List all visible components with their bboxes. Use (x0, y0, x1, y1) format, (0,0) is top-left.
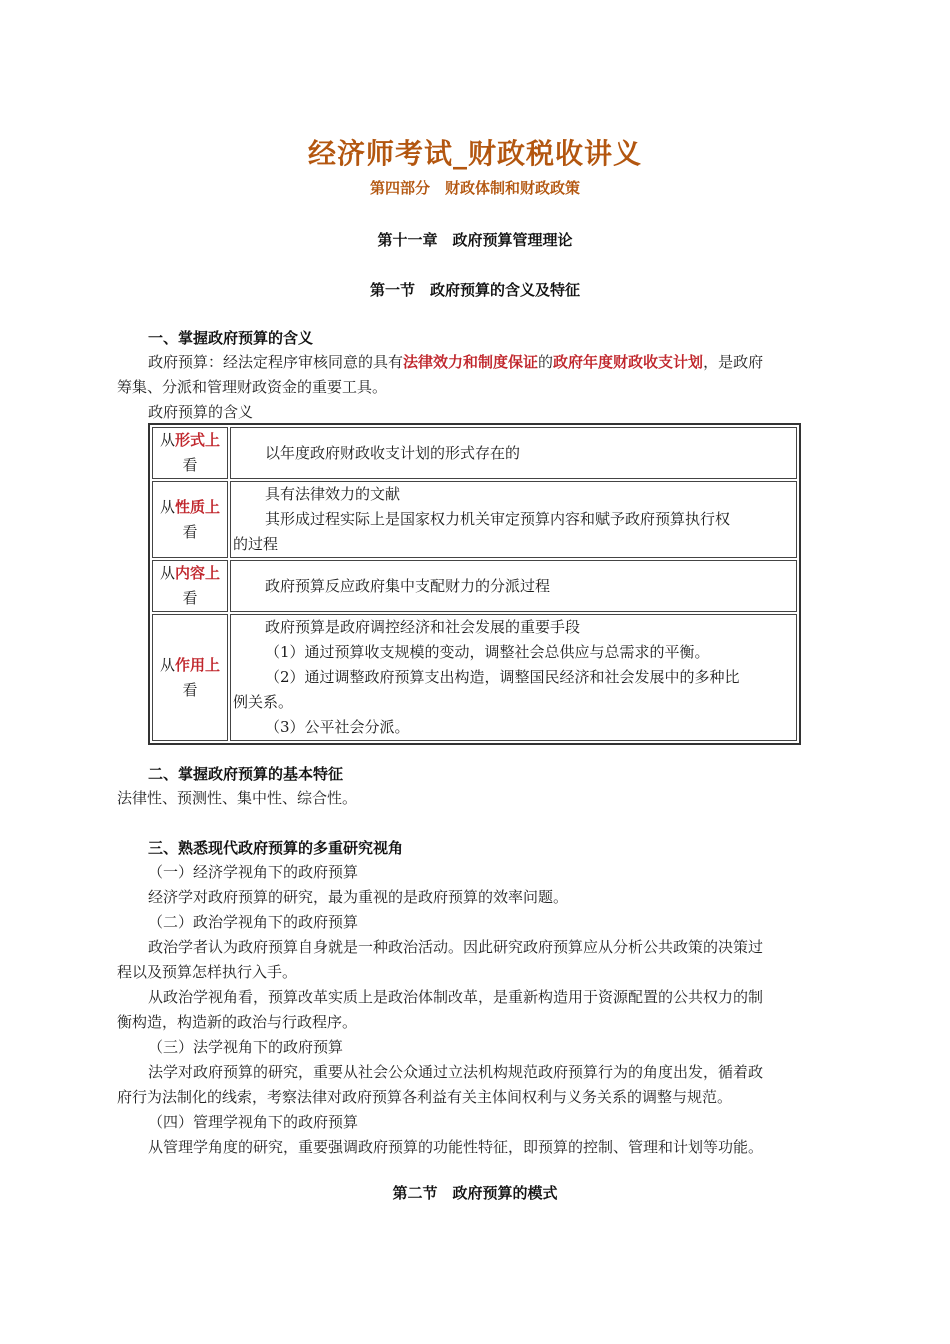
meaning-table (148, 423, 801, 745)
para-politics-1a: 政治学者认为政府预算自身就是一种政治活动。因此研究政府预算应从分析公共政策的决策过 (148, 938, 764, 956)
heading-features: 二、掌握政府预算的基本特征 (148, 765, 344, 783)
sub-economics: （一）经济学视角下的政府预算 (148, 863, 359, 881)
row-label: 从内容上 看 (152, 560, 228, 612)
table-caption: 政府预算的含义 (148, 403, 254, 421)
row-content: 政府预算是政府调控经济和社会发展的重要手段 （1）通过预算收支规模的变动，调整社会总供应与总需求的平衡。 （2）通过调整政府预算支出构造，调整国民经济和社会发展中的多种比 例关系。 （3）公平社会分派。 (230, 614, 797, 741)
row-label: 从作用上 看 (152, 614, 228, 741)
definition-line-1 (148, 350, 763, 375)
definition-prefix: 政府预算：经法定程序审核同意的具有 (148, 353, 404, 371)
sub-politics: （二）政治学视角下的政府预算 (148, 913, 359, 931)
para-politics-1b: 程以及预算怎样执行入手。 (117, 963, 298, 981)
table-row (152, 481, 797, 558)
para-economics: 经济学对政府预算的研究，最为重视的是政府预算的效率问题。 (148, 888, 569, 906)
chapter-heading: 第十一章 政府预算管理理论 (377, 231, 573, 249)
row-label: 从形式上 看 (152, 427, 228, 479)
definition-highlight-legal: 法律效力和制度保证 (403, 353, 539, 371)
table-row (152, 427, 797, 479)
para-management: 从管理学角度的研究，重要强调政府预算的功能性特征，即预算的控制、管理和计划等功能。 (148, 1138, 764, 1156)
table-row (152, 614, 797, 741)
sub-management: （四）管理学视角下的政府预算 (148, 1113, 359, 1131)
row-content: 以年度政府财政收支计划的形式存在的 (230, 427, 797, 479)
heading-meaning: 一、掌握政府预算的含义 (148, 329, 314, 347)
para-law-a: 法学对政府预算的研究，重要从社会公众通过立法机构规范政府预算行为的角度出发，循着政 (148, 1063, 764, 1081)
row-content: 具有法律效力的文献 其形成过程实际上是国家权力机关审定预算内容和赋予政府预算执行权 的过程 (230, 481, 797, 558)
definition-line-2: 筹集、分派和管理财政资金的重要工具。 (117, 378, 388, 396)
para-politics-2b: 衡构造，构造新的政治与行政程序。 (117, 1013, 358, 1031)
para-law-b: 府行为法制化的线索，考察法律对政府预算各利益有关主体间权利与义务关系的调整与规范。 (117, 1088, 733, 1106)
definition-mid: 的 (538, 353, 554, 371)
table-row (152, 560, 797, 612)
definition-suffix: ，是政府 (703, 353, 764, 371)
row-label: 从性质上 看 (152, 481, 228, 558)
definition-highlight-plan: 政府年度财政收支计划 (553, 353, 704, 371)
section-heading-2: 第二节 政府预算的模式 (392, 1184, 558, 1202)
para-politics-2a: 从政治学视角看，预算改革实质上是政治体制改革，是重新构造用于资源配置的公共权力的制 (148, 988, 764, 1006)
sub-law: （三）法学视角下的政府预算 (148, 1038, 344, 1056)
row-content: 政府预算反应政府集中支配财力的分派过程 (230, 560, 797, 612)
document-title: 经济师考试_财政税收讲义 (307, 137, 642, 170)
section-heading-1: 第一节 政府预算的含义及特征 (369, 281, 580, 299)
heading-perspectives: 三、熟悉现代政府预算的多重研究视角 (148, 839, 404, 857)
part-subtitle: 第四部分 财政体制和财政政策 (369, 179, 580, 197)
features-text: 法律性、预测性、集中性、综合性。 (117, 789, 358, 807)
